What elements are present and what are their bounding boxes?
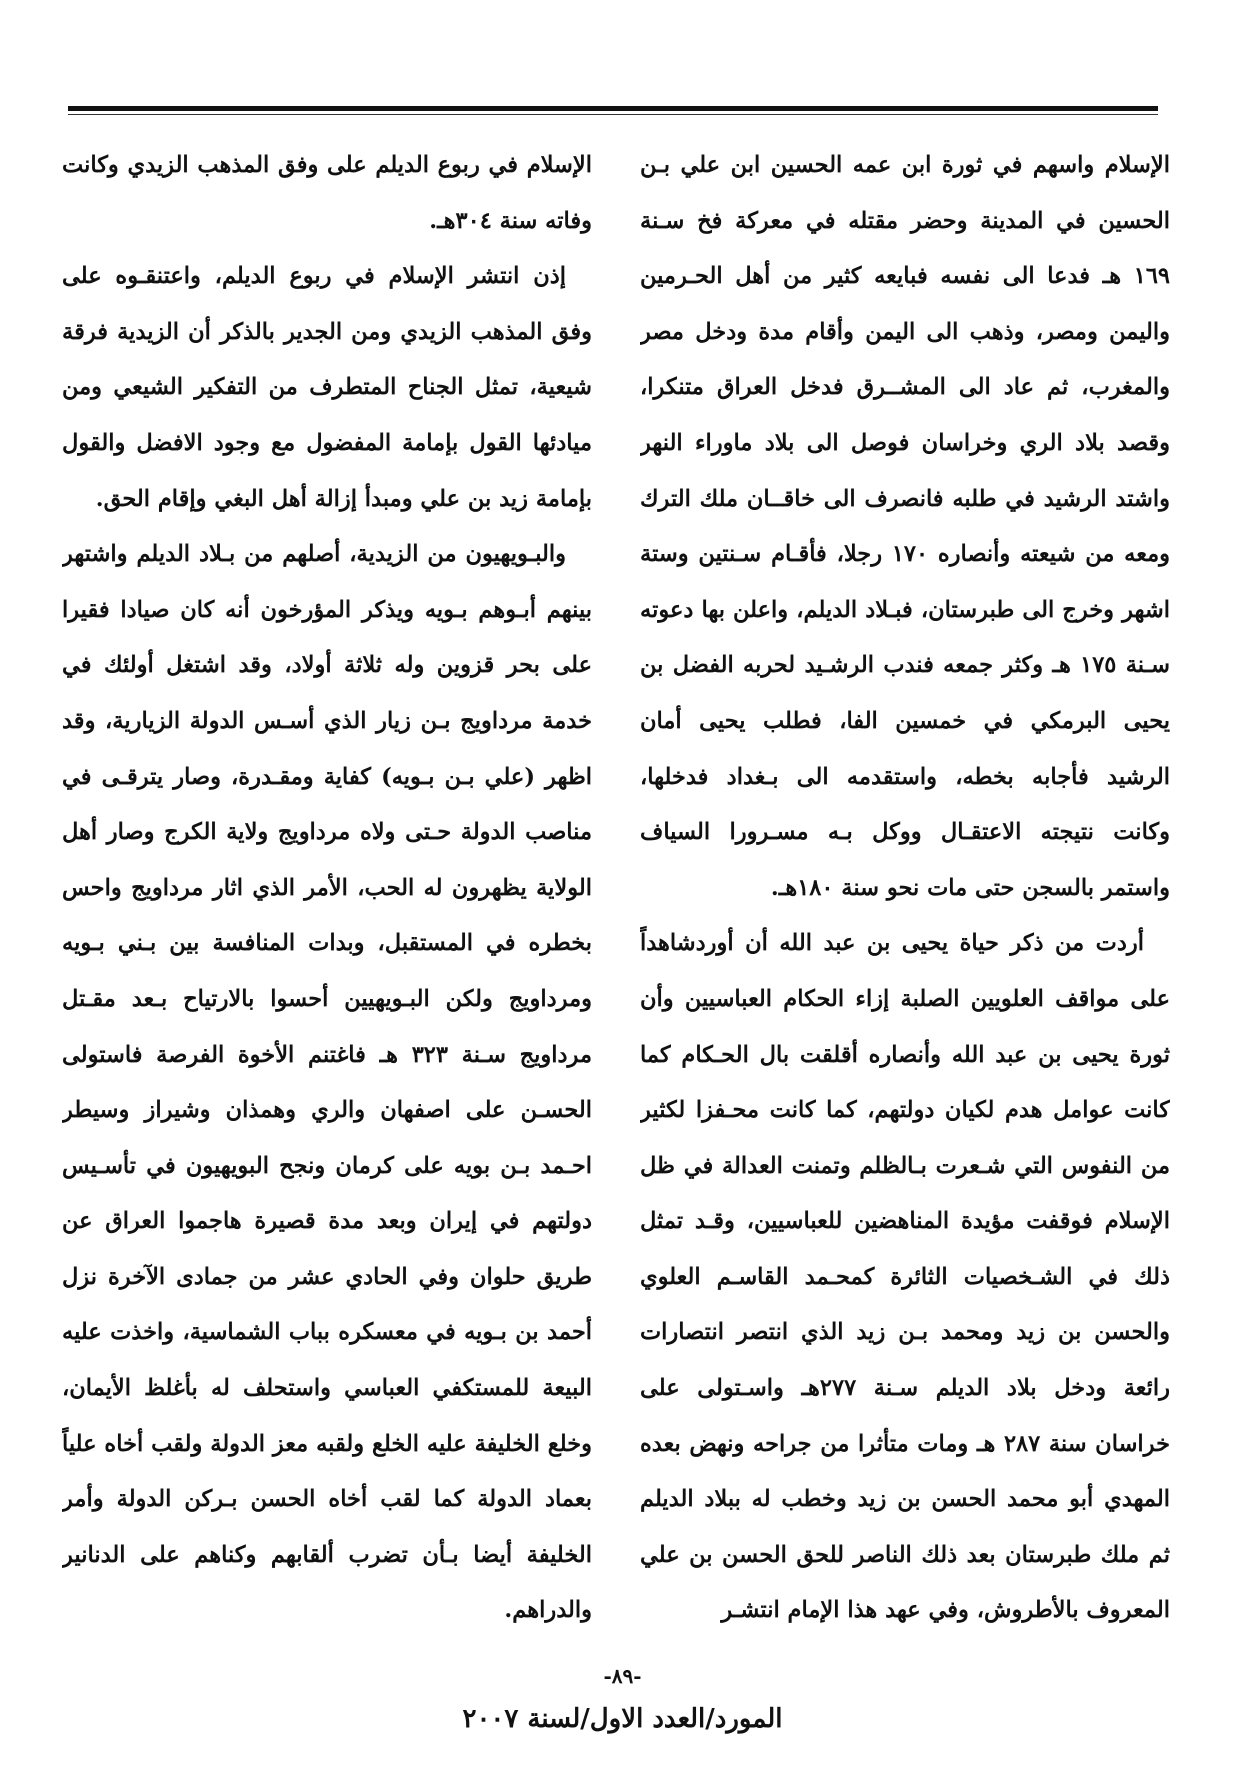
left-text-column xyxy=(62,138,592,1639)
journal-footer: المورد/العدد الاول/لسنة ٢٠٠٧ xyxy=(462,1704,783,1734)
left-column-paragraph-1: الإسلام في ربوع الديلم على وفق المذهب الزيدي وكانت وفاته سنة ٣٠٤هـ. xyxy=(62,152,592,234)
right-column-paragraph-2: أردت من ذكر حياة يحيى بن عبد الله أن أوردشاهداً على مواقف العلويين الصلبة إزاء الحكام العباسيين وأن ثورة يحيى بن عبد الله وأنصاره أقلقت بال الحـكام كما كانت عوامل هدم لكيان دولتهم، كما كانت محـفزا لكثير من النفوس التي شـعرت بـالظلم وتمنت العدالة في ظل الإسلام فوقفت مؤيدة المناهضين للعباسيين، وقـد تمثل ذلك في الشـخصيات الثائرة كمحـمد القاسـم العلوي والحسن بن زيد ومحمد بـن زيد الذي انتصر انتصارات رائعة ودخل بلاد الديلم سـنة ٢٧٧هـ واسـتولى على خراسان سنة ٢٨٧ هـ ومات متأثرا من جراحه ونهض بعده المهدي أبو محمد الحسن بن زيد وخطب له ببلاد الديلم ثم ملك طبرستان بعد ذلك الناصر للحق الحسن بن علي المعروف بالأطروش، وفي عهد هذا الإمام انتشـر xyxy=(640,930,1170,1624)
top-rule-thick xyxy=(68,106,1158,111)
left-column-paragraph-2: إذن انتشر الإسلام في ربوع الديلم، واعتنقـوه على وفق المذهب الزيدي ومن الجدير بالذكر أن الزيدية فرقة شيعية، تمثل الجناح المتطرف من التفكير الشيعي ومن ميادئها القول بإمامة المفضول مع وجود الافضل والقول بإمامة زيد بن علي ومبدأ إزالة أهل البغي وإقام الحق. xyxy=(62,263,592,512)
top-rule-thin xyxy=(68,114,1158,115)
right-column-paragraph-1: الإسلام واسهم في ثورة ابن عمه الحسين ابن علي بـن الحسين في المدينة وحضر مقتله في معركة فخ سـنة ١٦٩ هـ فدعا الى نفسه فبايعه كثير من أهل الحـرمين واليمن ومصر، وذهب الى اليمن وأقام مدة ودخل مصر والمغرب، ثم عاد الى المشــرق فدخل العراق متنكرا، وقصد بلاد الري وخراسان فوصل الى بلاد ماوراء النهر واشتد الرشيد في طلبه فانصرف الى خاقــان ملك الترك ومعه من شيعته وأنصاره ١٧٠ رجلا، فأقـام سـنتين وستة اشهر وخرج الى طبرستان، فبـلاد الديلم، واعلن بها دعوته سـنة ١٧٥ هـ وكثر جمعه فندب الرشـيد لحربه الفضل بن يحيى البرمكي في خمسين الفا، فطلب يحيى أمان الرشيد فأجابه بخطه، واستقدمه الى بـغداد فدخلها، وكانت نتيجته الاعتقـال ووكل بـه مسـرورا السياف واستمر بالسجن حتى مات نحو سنة ١٨٠هـ. xyxy=(640,152,1170,901)
page-number: -٨٩- xyxy=(603,1664,642,1688)
left-column-paragraph-3: والبـويهيون من الزيدية، أصلهم من بـلاد الديلم واشتهر بينهم أبـوهم بـويه ويذكر المؤرخون أنه كان صيادا فقيرا على بحر قزوين وله ثلاثة أولاد، وقد اشتغل أولئك في خدمة مرداويج بـن زيار الذي أسـس الدولة الزيارية، وقد اظهر (علي بـن بـويه) كفاية ومقـدرة، وصار يترقـى في مناصب الدولة حـتى ولاه مرداويج ولاية الكرج وصار أهل الولاية يظهرون له الحب، الأمر الذي اثار مرداويج واحس بخطره في المستقبل، وبدات المنافسة بين بـني بـويه ومرداويج ولكن البـويهيين أحسوا بالارتياح بـعد مقـتل مرداويج سـنة ٣٢٣ هـ فاغتنم الأخوة الفرصة فاستولى الحسـن على اصفهان والري وهمذان وشيراز وسيطر احـمد بـن بويه على كرمان ونجح البويهيون في تأسـيس دولتهم في إيران وبعد مدة قصيرة هاجموا العراق عن طريق حلوان وفي الحادي عشر من جمادى الآخرة نزل أحمد بن بـويه في معسكره بباب الشماسية، واخذت عليه البيعة للمستكفي العباسي واستحلف له بأغلظ الأيمان، وخلع الخليفة عليه الخلع ولقبه معز الدولة ولقب أخاه علياً بعماد الدولة كما لقب أخاه الحسن بـركن الدولة وأمر الخليفة أيضا بـأن تضرب ألقابهم وكناهم على الدنانير والدراهم. xyxy=(62,541,592,1624)
right-text-column xyxy=(640,138,1170,1639)
